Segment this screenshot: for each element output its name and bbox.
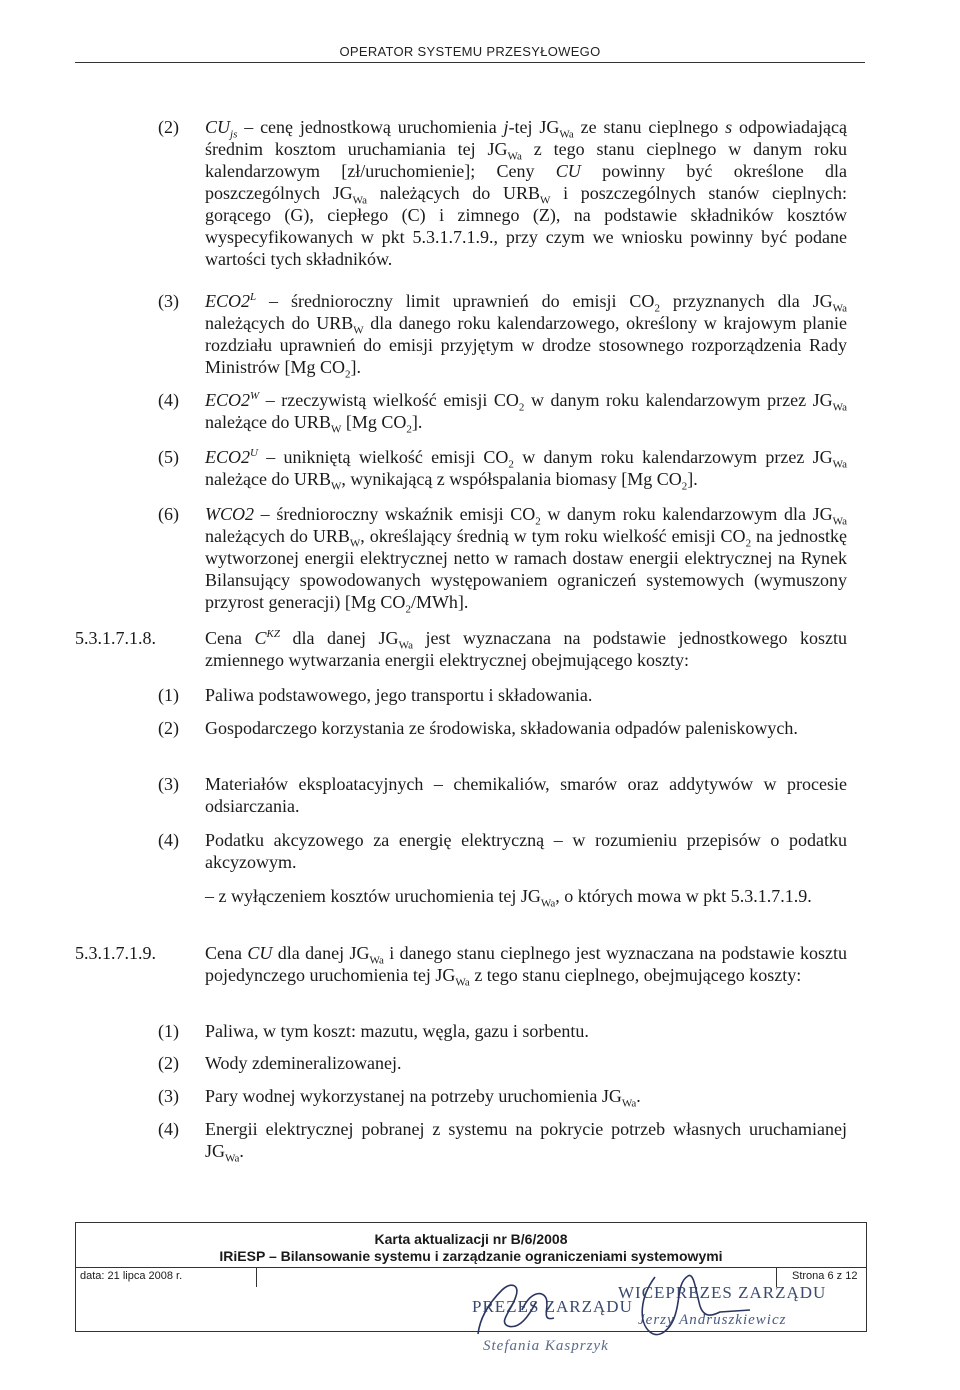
definition-eco2-l: $ECO2^L$ – średnioroczny limit uprawnień do emisji $CO_2$ przyznanych dla $JG_{Wa}$ należących do $URB_W$ dla danego roku kalendarzowego, określony w krajowym planie rozdziału uprawnień do emisji przyjętym w drodze stosownego rozporządzenia Rady Ministrów [Mg $CO_2$]. [205, 291, 848, 381]
startup-cost-energy: Energii elektrycznej pobranej z systemu na pokrycie potrzeb własnych uruchamianej $JG_{Wa}$. [205, 1119, 847, 1165]
definition-wco2: WCO2 – średnioroczny wskaźnik emisji $CO_2$ w danym roku kalendarzowym dla $JG_{Wa}$ należących do $URB_W$, określający średnią w tym roku wielkość emisji $CO_2$ na jednostkę wytworzonej energii elektrycznej netto w ramach dostaw energii elektrycznej na Rynek Bilansujący spowodowanych występowaniem ograniczeń systemowych (wymuszony przyrost generacji) [Mg $CO_2/MWh$]. [205, 504, 847, 616]
item-number: (1) [158, 685, 179, 705]
page-header: OPERATOR SYSTEMU PRZESYŁOWEGO [339, 44, 601, 59]
startup-cost-steam: Pary wodnej wykorzystanej na potrzeby uruchomienia $JG_{Wa}$. [205, 1086, 641, 1110]
definition-cu: $CU_{js}$ – cenę jednostkową uruchomienia j-tej $JG_{Wa}$ ze stanu cieplnego s odpowiadającą średnim kosztom uruchamiania tej $JG_{Wa}$ z tego stanu cieplnego w danym roku kalendarzowym [zł/uruchomienie]; Ceny CU powinny być określone dla poszczególnych $JG_{Wa}$ należących do $URB_W$ i poszczególnych stanów cieplnych: gorącego (G), ciepłego (C) i zimnego (Z), na podstawie składników kosztów wyspecyfikowanych w pkt 5.3.1.7.1.9., przy czym we wniosku powinny być podane wartości tych składników. [205, 117, 847, 269]
stamp-name-vice: Jerzy Andruszkiewicz [638, 1312, 787, 1328]
item-number: (2) [158, 1053, 179, 1073]
handwritten-signatures [450, 1262, 800, 1352]
footer-divider [256, 1267, 257, 1287]
header-rule [75, 62, 865, 63]
item-number: (3) [158, 291, 179, 311]
definition-eco2-u: $ECO2^U$ – unikniętą wielkość emisji $CO_2$ w danym roku kalendarzowym przez $JG_{Wa}$ należące do $URB_W$, wynikającą z współspalania biomasy [Mg $CO_2$]. [205, 447, 848, 493]
startup-cost-water: Wody zdemineralizowanej. [205, 1053, 402, 1073]
exclusion-note: – z wyłączeniem kosztów uruchomienia tej $JG_{Wa}$, o których mowa w pkt 5.3.1.7.1.9. [205, 886, 812, 910]
item-number: (4) [158, 390, 179, 410]
stamp-name-president: Stefania Kasprzyk [483, 1338, 609, 1354]
stamp-president: PREZES ZARZĄDU [472, 1297, 633, 1316]
item-number: (3) [158, 1086, 179, 1106]
item-number: (3) [158, 774, 179, 794]
cost-item-excise: Podatku akcyzowego za energię elektryczną – w rozumieniu przepisów o podatku akcyzowym. [205, 830, 847, 872]
footer-page: Strona 6 z 12 [792, 1270, 858, 1282]
item-number: (1) [158, 1021, 179, 1041]
cost-item-fuel: Paliwa podstawowego, jego transportu i składowania. [205, 685, 593, 705]
item-number: (5) [158, 447, 179, 467]
item-number: (2) [158, 117, 179, 137]
cost-item-materials: Materiałów eksploatacyjnych – chemikaliów, smarów oraz addytywów w procesie odsiarczania. [205, 774, 847, 816]
definition-eco2-w: $ECO2^W$ – rzeczywistą wielkość emisji $CO_2$ w danym roku kalendarzowym przez $JG_{Wa}$ należące do $URB_W$ [Mg $CO_2$]. [205, 390, 848, 436]
item-number: (6) [158, 504, 179, 524]
item-number: (4) [158, 830, 179, 850]
section-ckz-text: Cena $C^{KZ}$ dla danej $JG_{Wa}$ jest wyznaczana na podstawie jednostkowego kosztu zmiennego wytwarzania energii elektrycznej obejmującego koszty: [205, 628, 847, 670]
item-number: (2) [158, 718, 179, 738]
stamp-vice-president: WICEPREZES ZARZĄDU [618, 1283, 827, 1302]
cost-item-environment: Gospodarczego korzystania ze środowiska, składowania odpadów paleniskowych. [205, 718, 798, 738]
footer-title: Karta aktualizacji nr B/6/2008 IRiESP – Bilansowanie systemu i zarządzanie ograniczeniami systemowymi [219, 1231, 723, 1264]
footer-date: data: 21 lipca 2008 r. [80, 1270, 183, 1282]
item-number: (4) [158, 1119, 179, 1139]
section-cu-text: Cena CU dla danej $JG_{Wa}$ i danego stanu cieplnego jest wyznaczana na podstawie kosztu pojedynczego uruchomienia tej $JG_{Wa}$ z tego stanu cieplnego, obejmującego koszty: [205, 943, 847, 989]
startup-cost-fuel: Paliwa, w tym koszt: mazutu, węgla, gazu i sorbentu. [205, 1021, 589, 1041]
section-number: 5.3.1.7.1.8. [75, 628, 156, 648]
section-number: 5.3.1.7.1.9. [75, 943, 156, 963]
